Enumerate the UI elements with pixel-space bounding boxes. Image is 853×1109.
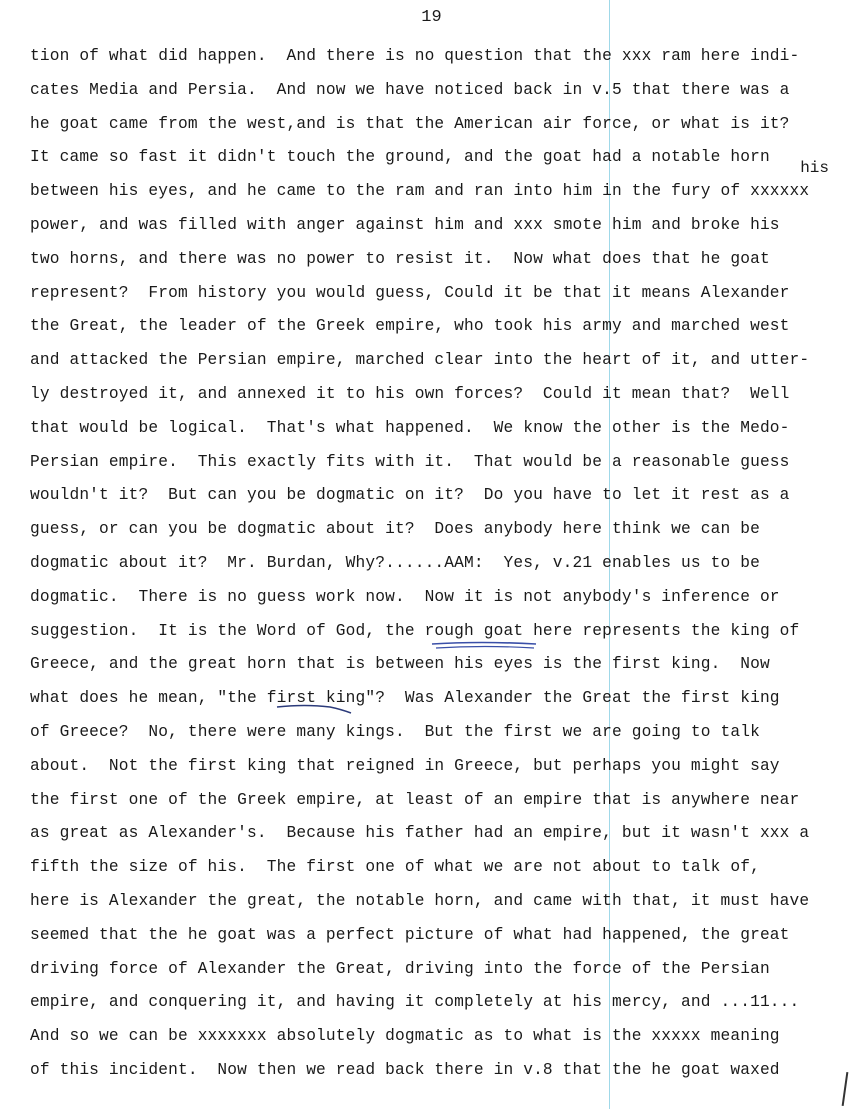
text-line: wouldn't it? But can you be dogmatic on it? Do you have to let it rest as a [30,486,790,505]
text-line: ly destroyed it, and annexed it to his own forces? Could it mean that? Well [30,384,790,403]
text-line: between his eyes, and he came to the ram and ran into him in the fury of xxxxxx [30,182,810,201]
page-number: 19 [421,8,442,27]
text-line: suggestion. It is the Word of God, the rough goat here represents the king of [30,621,800,640]
text-line: of Greece? No, there were many kings. But the first we are going to talk [30,722,760,741]
text-line: cates Media and Persia. And now we have noticed back in v.5 that there was a [30,80,790,99]
text-line: seemed that the he goat was a perfect picture of what had happened, the great [30,925,790,944]
text-line: here is Alexander the great, the notable horn, and came with that, it must have [30,891,810,910]
text-line: two horns, and there was no power to resist it. Now what does that he goat [30,249,770,268]
text-line: the first one of the Greek empire, at least of an empire that is anywhere near [30,790,800,809]
text-line: empire, and conquering it, and having it completely at his mercy, and ...11... [30,993,800,1012]
text-line: guess, or can you be dogmatic about it? Does anybody here think we can be [30,520,760,539]
text-line: Persian empire. This exactly fits with it. That would be a reasonable guess [30,452,790,471]
text-line: power, and was filled with anger against him and xxx smote him and broke his [30,215,780,234]
text-line: what does he mean, "the first king"? Was Alexander the Great the first king [30,689,780,708]
text-line: fifth the size of his. The first one of what we are not about to talk of, [30,858,760,877]
text-line: tion of what did happen. And there is no question that the xxx ram here indi- [30,47,800,65]
text-line: driving force of Alexander the Great, driving into the force of the Persian [30,959,770,978]
text-line: as great as Alexander's. Because his father had an empire, but it wasn't xxx a [30,824,810,843]
text-line: represent? From history you would guess, Could it be that it means Alexander [30,283,790,302]
text-line: he goat came from the west,and is that the American air force, or what is it? [30,114,790,133]
text-line: dogmatic about it? Mr. Burdan, Why?......AAM: Yes, v.21 enables us to be [30,553,760,572]
text-line: It came so fast it didn't touch the ground, and the goat had a notable horn [30,148,770,167]
text-line: that would be logical. That's what happened. We know the other is the Medo- [30,418,790,437]
text-line: and attacked the Persian empire, marched clear into the heart of it, and utter- [30,351,810,370]
body-text [30,40,845,1088]
interlinear-insertion: his [800,159,829,177]
text-line: about. Not the first king that reigned in Greece, but perhaps you might say [30,756,780,775]
text-line: Greece, and the great horn that is between his eyes is the first king. Now [30,655,770,674]
text-line: And so we can be xxxxxxx absolutely dogmatic as to what is the xxxxx meaning [30,1027,780,1046]
text-line: of this incident. Now then we read back there in v.8 that the he goat waxed [30,1060,780,1079]
text-line: dogmatic. There is no guess work now. Now it is not anybody's inference or [30,587,780,606]
text-line: the Great, the leader of the Greek empire, who took his army and marched west [30,317,790,336]
